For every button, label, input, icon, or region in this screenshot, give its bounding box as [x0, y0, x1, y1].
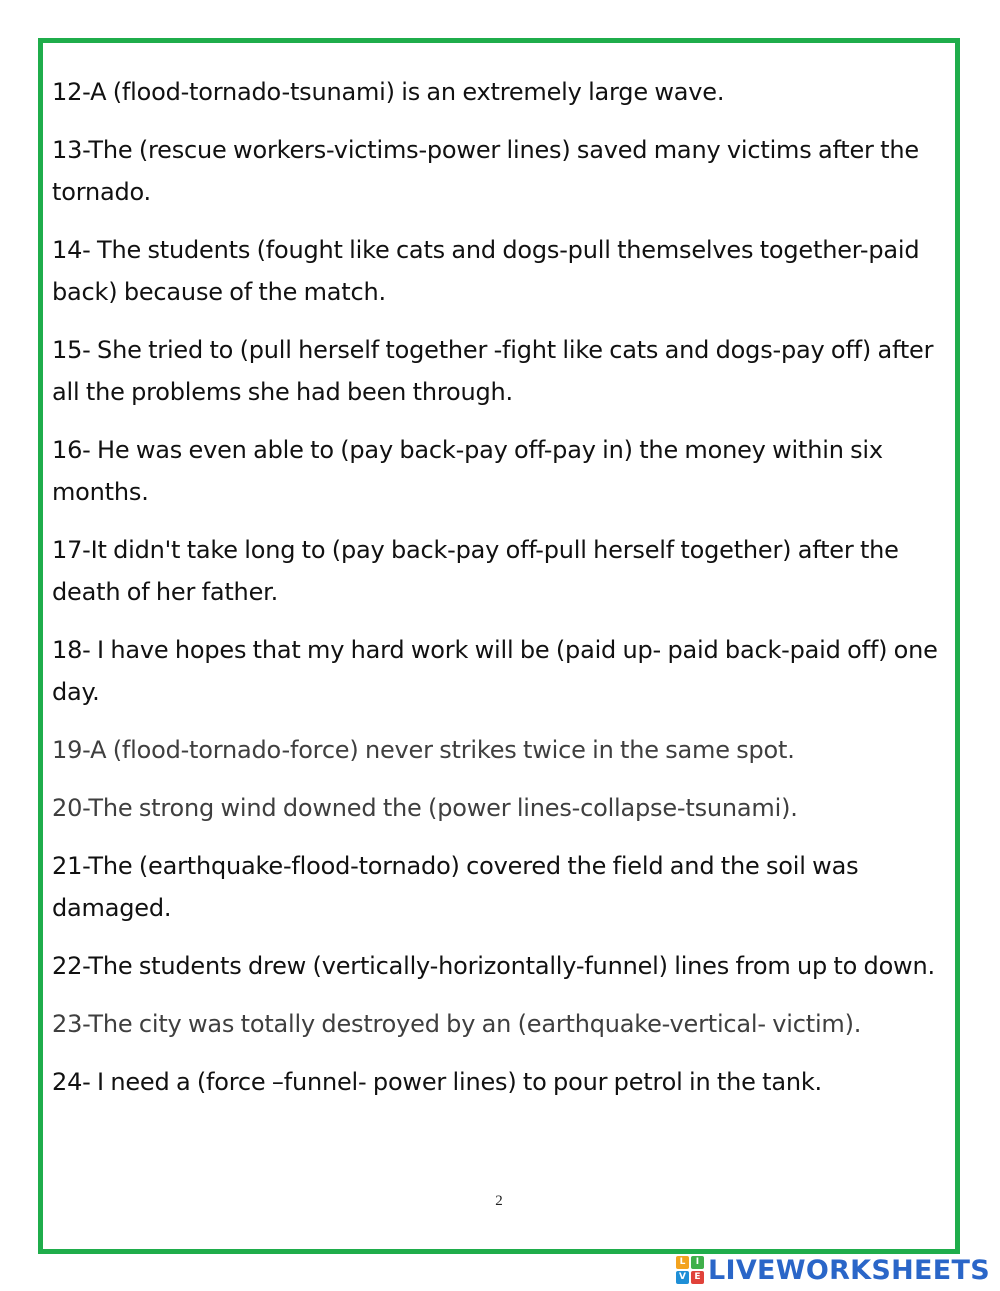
question-18: 18- I have hopes that my hard work will be (paid up- paid back-paid off) one day.: [52, 636, 938, 706]
question-21: 21-The (earthquake-flood-tornado) covered the field and the soil was damaged.: [52, 852, 859, 922]
question-12: 12-A (flood-tornado-tsunami) is an extremely large wave.: [52, 78, 725, 106]
question-15: 15- She tried to (pull herself together -fight like cats and dogs-pay off) after all the problems she had been through.: [52, 336, 934, 406]
question-13: 13-The (rescue workers-victims-power lines) saved many victims after the tornado.: [52, 136, 919, 206]
question-19: 19-A (flood-tornado-force) never strikes twice in the same spot.: [52, 736, 795, 764]
question-16: 16- He was even able to (pay back-pay off-pay in) the money within six months.: [52, 436, 883, 506]
logo-letter-e: E: [691, 1271, 704, 1284]
question-22: 22-The students drew (vertically-horizontally-funnel) lines from up to down.: [52, 952, 935, 980]
question-list: [52, 71, 947, 1119]
liveworksheets-logo-icon: [676, 1256, 704, 1284]
liveworksheets-brand[interactable]: [676, 1253, 990, 1287]
question-14: 14- The students (fought like cats and dogs-pull themselves together-paid back) because of the match.: [52, 236, 920, 306]
question-17: 17-It didn't take long to (pay back-pay off-pull herself together) after the death of her father.: [52, 536, 899, 606]
logo-letter-v: V: [676, 1271, 689, 1284]
page-number: 2: [495, 1193, 503, 1209]
question-20: 20-The strong wind downed the (power lines-collapse-tsunami).: [52, 794, 798, 822]
liveworksheets-wordmark: LIVEWORKSHEETS: [707, 1254, 990, 1286]
worksheet-frame: [38, 38, 960, 1254]
question-23: 23-The city was totally destroyed by an (earthquake-vertical- victim).: [52, 1010, 862, 1038]
question-24: 24- I need a (force –funnel- power lines) to pour petrol in the tank.: [52, 1068, 822, 1096]
logo-letter-i: I: [691, 1256, 704, 1269]
logo-letter-l: L: [676, 1256, 689, 1269]
